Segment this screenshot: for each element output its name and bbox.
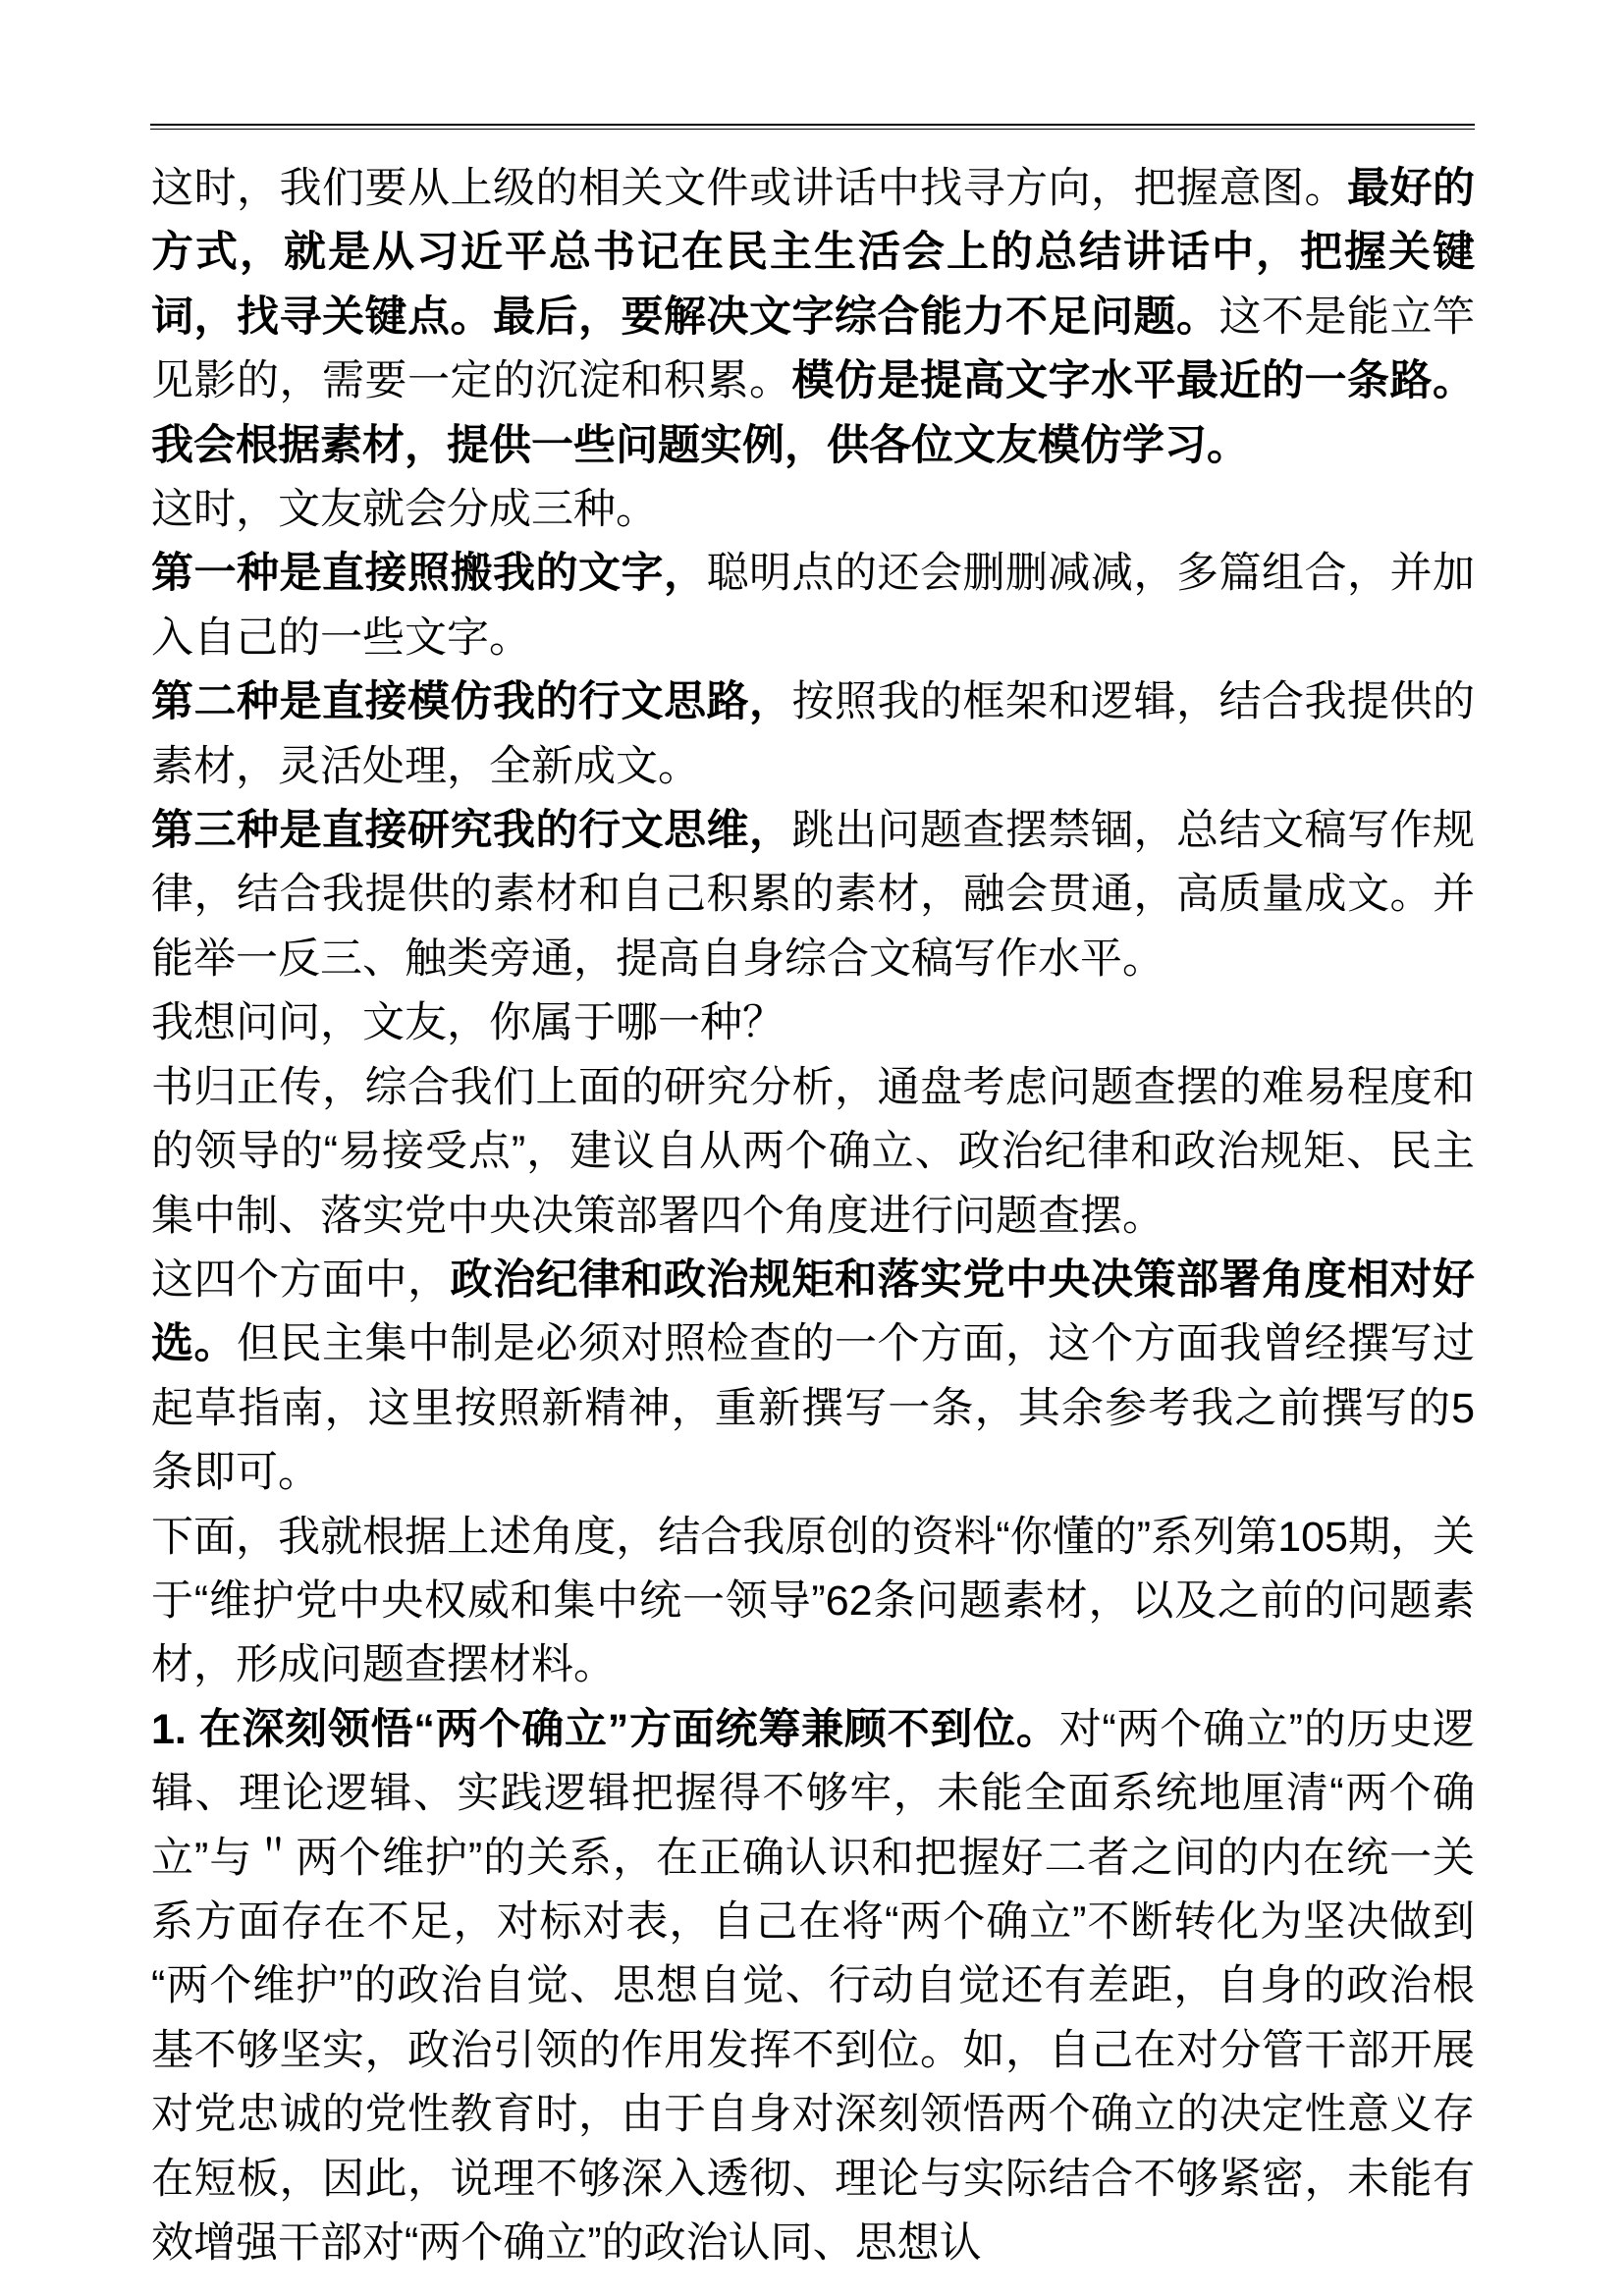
- text-run: 按照我的框架和逻辑，结合我提供的素材，灵活处理，全新成文。: [151, 678, 1475, 790]
- text-run: 最好的方式，就是从习近平总书记在民主生活会上的总结讲话中，把握关键词，找寻关键点。最后，要解决文字综合能力不足问题。: [151, 165, 1475, 341]
- paragraph: [151, 991, 1475, 1055]
- text-run: 模仿是提高文字水平最近的一条路。我会根据素材，提供一些问题实例，供各位文友模仿学习。: [151, 357, 1475, 469]
- paragraph: [151, 478, 1475, 542]
- text-run: 聪明点的还会删删减减，多篇组合，并加入自己的一些文字。: [151, 550, 1475, 662]
- text-run: 1. 在深刻领悟“两个确立”方面统筹兼顾不到位。: [151, 1705, 1059, 1753]
- text-run: 政治纪律和政治规矩和落实党中央决策部署角度相对好选。: [151, 1255, 1475, 1368]
- text-run: 但民主集中制是必须对照检查的一个方面，这个方面我曾经撰写过起草指南，这里按照新精神，重新撰写一条，其余参考我之前撰写的5条即可。: [151, 1320, 1475, 1497]
- text-run: 这四个方面中，: [151, 1255, 451, 1304]
- text-run: 跳出问题查摆禁锢，总结文稿写作规律，结合我提供的素材和自己积累的素材，融会贯通，高质量成文。并能举一反三、触类旁通，提高自身综合文稿写作水平。: [151, 807, 1475, 983]
- paragraph: [151, 1506, 1475, 1698]
- text-run: 对“两个确立”的历史逻辑、理论逻辑、实践逻辑把握得不够牢，未能全面系统地厘清“两个确立”与＂两个维护”的关系，在正确认识和把握好二者之间的内在统一关系方面存在不足，对标对表，自己在将“两个确立”不断转化为坚决做到“两个维护”的政治自觉、思想自觉、行动自觉还有差距，自身的政治根基不够坚实，政治引领的作用发挥不到位。如，自己在对分管干部开展对党忠诚的党性教育时，由于自身对深刻领悟两个确立的决定性意义存在短板，因此，说理不够深入透彻、理论与实际结合不够紧密，未能有效增强干部对“两个确立”的政治认同、思想认: [151, 1705, 1475, 2267]
- text-run: 这时，文友就会分成三种。: [151, 486, 658, 534]
- text-run: 书归正传，综合我们上面的研究分析，通盘考虑问题查摆的难易程度和的领导的“易接受点”，建议自从两个确立、政治纪律和政治规矩、民主集中制、落实党中央决策部署四个角度进行问题查摆。: [151, 1063, 1475, 1240]
- paragraph: [151, 1698, 1475, 2276]
- paragraph: [151, 1249, 1475, 1506]
- text-run: 我想问问，文友，你属于哪一种？: [151, 999, 785, 1047]
- paragraph: [151, 542, 1475, 670]
- paragraph: [151, 1056, 1475, 1249]
- paragraph: [151, 157, 1475, 478]
- text-run: 这时，我们要从上级的相关文件或讲话中找寻方向，把握意图。: [151, 165, 1347, 212]
- header-rule: [150, 124, 1475, 130]
- text-run: 第一种是直接照搬我的文字，: [151, 550, 707, 598]
- text-run: 第二种是直接模仿我的行文思路，: [151, 678, 792, 726]
- text-run: 下面，我就根据上述角度，结合我原创的资料“你懂的”系列第105期，关于“维护党中央权威和集中统一领导”62条问题素材，以及之前的问题素材，形成问题查摆材料。: [151, 1513, 1475, 1689]
- text-run: 第三种是直接研究我的行文思维，: [151, 807, 792, 855]
- paragraph: [151, 670, 1475, 799]
- text-run: 这不是能立竿见影的，需要一定的沉淀和积累。: [151, 293, 1475, 405]
- paragraph: [151, 799, 1475, 991]
- document-body: [151, 157, 1475, 2275]
